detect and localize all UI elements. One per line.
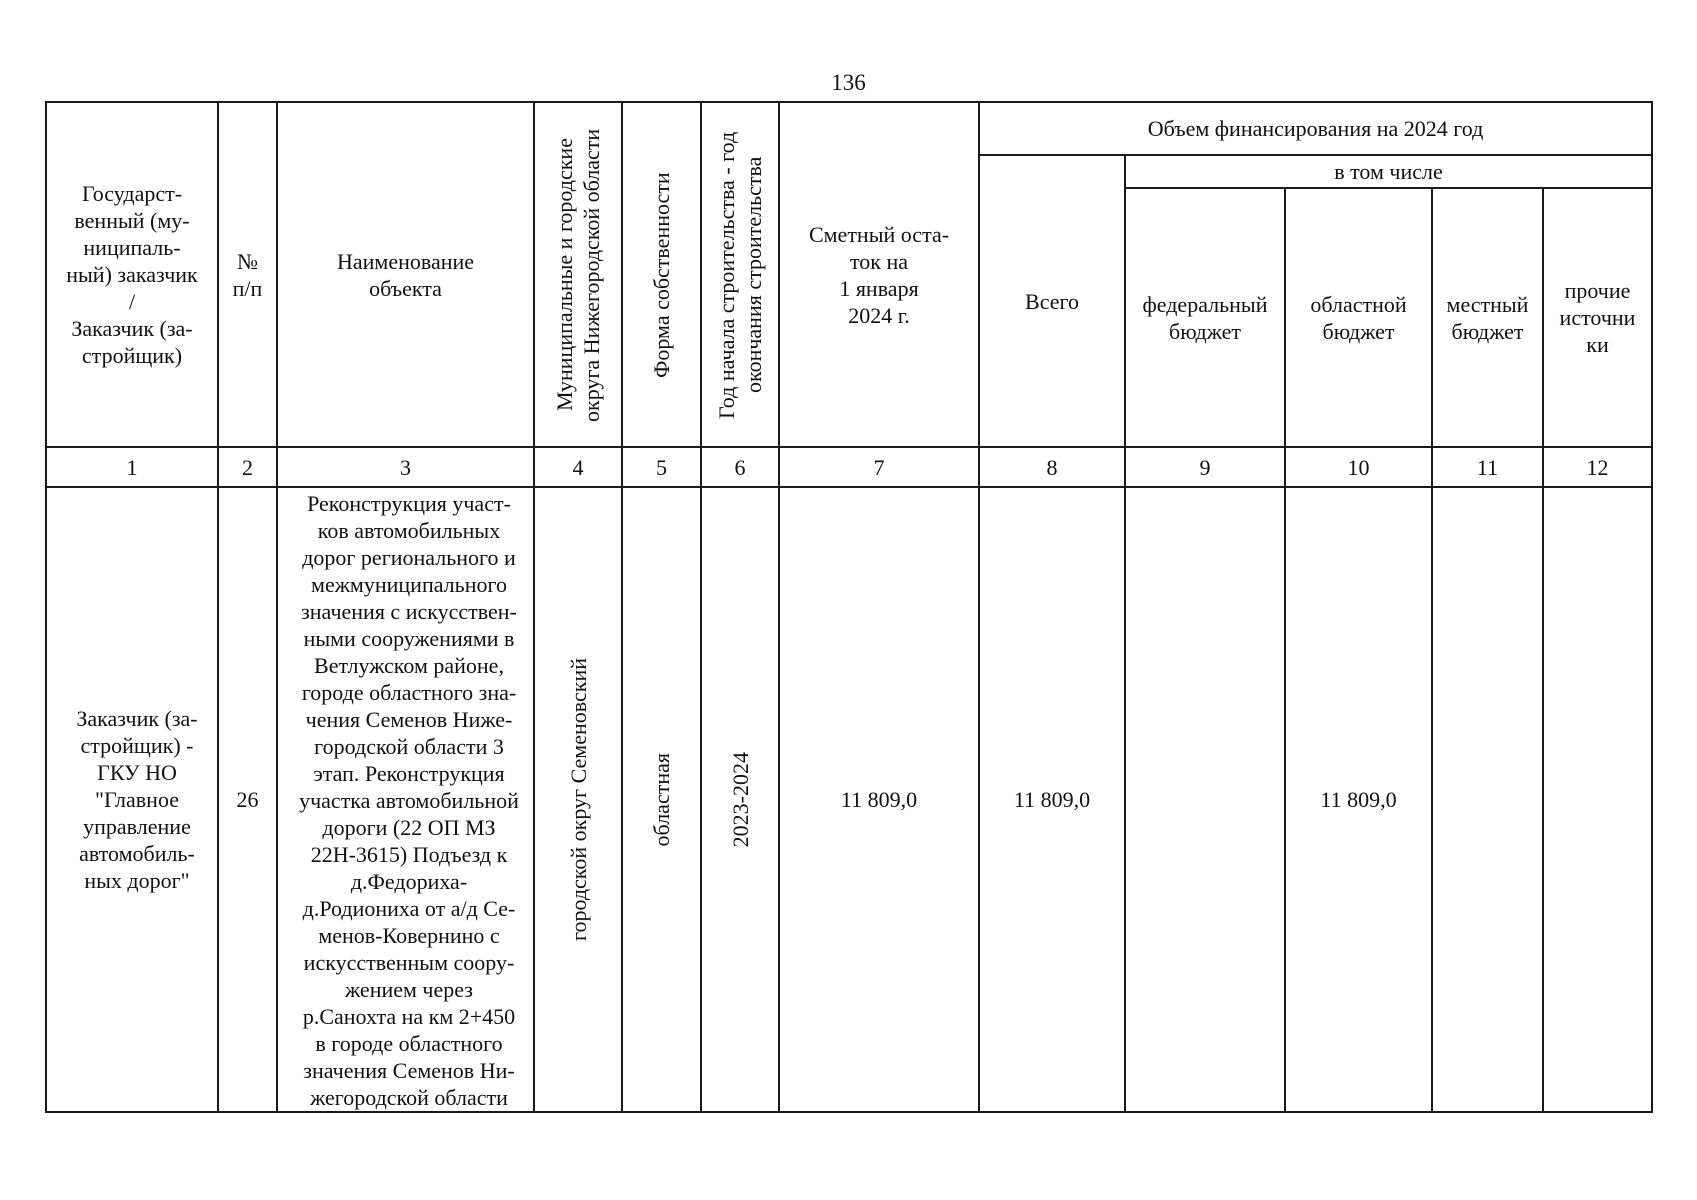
header-regional: областной бюджет bbox=[1285, 188, 1432, 447]
header-municipality: Муниципальные и городские округа Нижегородской области bbox=[552, 127, 604, 422]
column-numbers-row bbox=[46, 447, 1652, 487]
column-number: 10 bbox=[1285, 447, 1432, 487]
page-number: 136 bbox=[831, 70, 866, 95]
column-number: 2 bbox=[218, 447, 277, 487]
years-value: 2023-2024 bbox=[727, 751, 753, 848]
table-row bbox=[46, 487, 1652, 1112]
total-cell: 11 809,0 bbox=[979, 487, 1125, 1112]
column-number: 1 bbox=[46, 447, 218, 487]
federal-cell bbox=[1125, 487, 1285, 1112]
local-cell bbox=[1432, 487, 1543, 1112]
header-number: № п/п bbox=[218, 102, 277, 447]
header-years-cell bbox=[701, 102, 779, 447]
column-number: 6 bbox=[701, 447, 779, 487]
financing-table bbox=[45, 101, 1653, 1113]
column-number: 4 bbox=[534, 447, 622, 487]
years-cell bbox=[701, 487, 779, 1112]
header-other: прочие источни ки bbox=[1543, 188, 1652, 447]
header-ownership: Форма собственности bbox=[649, 171, 674, 378]
header-total: Всего bbox=[979, 155, 1125, 447]
municipality-value: городской округ Семеновский bbox=[565, 658, 591, 941]
column-number: 11 bbox=[1432, 447, 1543, 487]
municipality-cell bbox=[534, 487, 622, 1112]
column-number: 5 bbox=[622, 447, 701, 487]
column-number: 9 bbox=[1125, 447, 1285, 487]
header-municipality-cell bbox=[534, 102, 622, 447]
header-including-group: в том числе bbox=[1125, 155, 1652, 188]
header-years: Год начала строительства - год окончания строительства bbox=[714, 130, 766, 419]
estimate-balance-cell: 11 809,0 bbox=[779, 487, 979, 1112]
ownership-cell bbox=[622, 487, 701, 1112]
other-cell bbox=[1543, 487, 1652, 1112]
column-number: 7 bbox=[779, 447, 979, 487]
customer-cell: Заказчик (за- стройщик) - ГКУ НО "Главное управление автомобиль- ных дорог" bbox=[46, 487, 218, 1112]
regional-cell: 11 809,0 bbox=[1285, 487, 1432, 1112]
column-number: 12 bbox=[1543, 447, 1652, 487]
column-number: 3 bbox=[277, 447, 534, 487]
header-object-name: Наименование объекта bbox=[277, 102, 534, 447]
column-number: 8 bbox=[979, 447, 1125, 487]
ownership-value: областная bbox=[649, 752, 674, 847]
header-ownership-cell bbox=[622, 102, 701, 447]
header-funding-group: Объем финансирования на 2024 год bbox=[979, 102, 1652, 155]
header-customer: Государст- венный (му- ниципаль- ный) заказчик / Заказчик (за- стройщик) bbox=[46, 102, 218, 447]
object-name-cell: Реконструкция участ- ков автомобильных дорог регионального и межмуниципального значения с искусствен- ными сооружениями в Ветлужском районе, городе областного зна- чения Семенов Ниже- городской области 3 этап. Реконструкция участка автомобильной дороги (22 ОП МЗ 22Н-3615) Подъезд к д.Федориха- д.Родиониха от а/д Се- менов-Ковернино с искусственным соору- жением через р.Санохта на км 2+450 в городе областного значения Семенов Ни- жегородской области bbox=[277, 487, 534, 1112]
header-estimate-balance: Сметный оста- ток на 1 января 2024 г. bbox=[779, 102, 979, 447]
header-federal: федеральный бюджет bbox=[1125, 188, 1285, 447]
header-local: местный бюджет bbox=[1432, 188, 1543, 447]
row-number-cell: 26 bbox=[218, 487, 277, 1112]
